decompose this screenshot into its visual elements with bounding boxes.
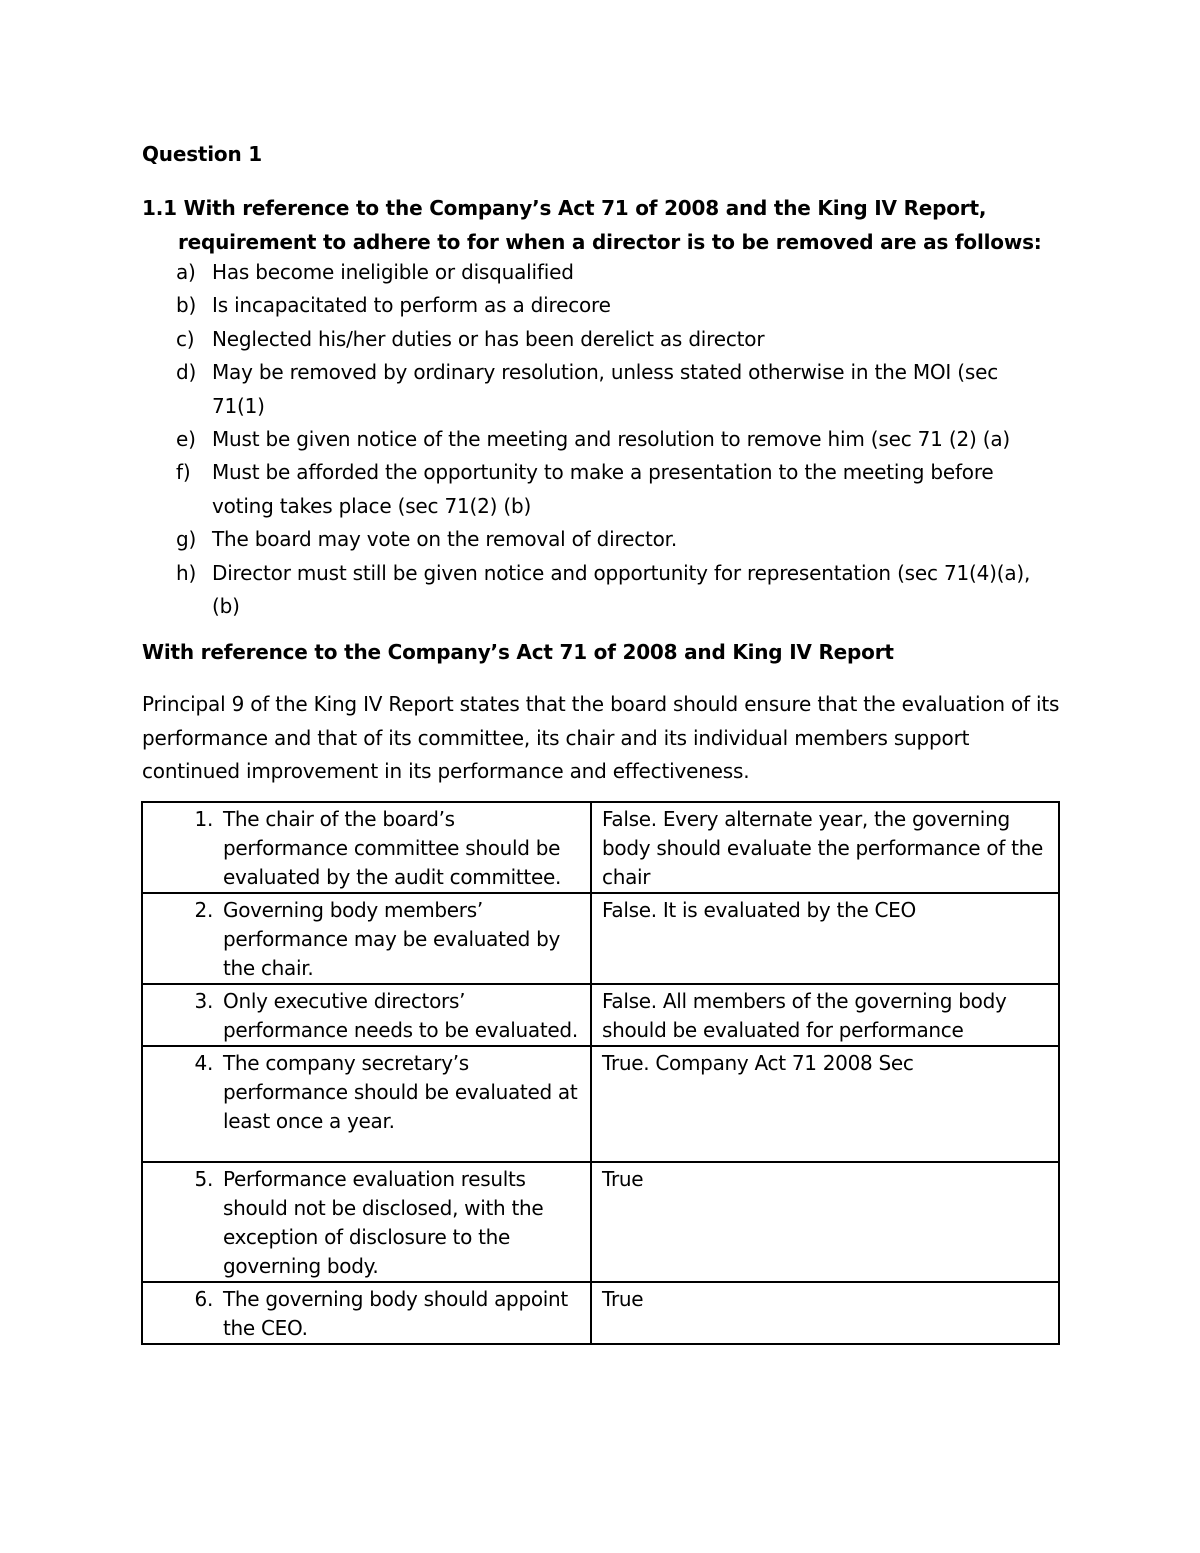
answer-cell: False. Every alternate year, the governing body should evaluate the performance of the chair [591,802,1059,893]
table-row [142,984,1059,1046]
list-item [176,356,1056,423]
list-marker: d) [176,360,197,385]
list-item [176,323,1056,356]
statement-text: The company secretary’s performance should be evaluated at least once a year. [223,1051,578,1133]
statement-cell [142,1046,591,1162]
question-1-1-line-2: requirement to adhere to for when a director is to be removed are as follows: [178,230,1042,254]
list-marker: e) [176,427,196,452]
list-item [176,423,1056,456]
question-1-1-heading [142,191,1062,259]
list-marker: a) [176,260,196,284]
statement-text: Performance evaluation results should not be disclosed, with the exception of disclosure to the governing body. [223,1167,544,1278]
statement-text: The chair of the board’s performance committee should be evaluated by the audit committee. [223,807,562,889]
list-item-text: Must be given notice of the meeting and resolution to remove him (sec 71 (2) (a) [212,427,1011,452]
statement-cell [142,984,591,1046]
section-heading: With reference to the Company’s Act 71 of 2008 and King IV Report [142,640,894,664]
answer-cell: False. It is evaluated by the CEO [591,893,1059,984]
table-row [142,893,1059,984]
statement-number: 4. [194,1051,213,1075]
table-row [142,802,1059,893]
list-item [176,256,1056,289]
list-item-text: Director must still be given notice and opportunity for representation (sec 71(4)(a),(b) [212,560,1031,619]
answer-cell: True [591,1162,1059,1282]
question-1-1-line-1: 1.1 With reference to the Company’s Act 71 of 2008 and the King IV Report, [142,196,987,220]
list-marker: g) [176,527,197,552]
list-item-text: May be removed by ordinary resolution, unless stated otherwise in the MOI (sec 71(1) [212,360,999,418]
statement-cell [142,1282,591,1344]
table-row [142,1162,1059,1282]
statement-number: 5. [194,1167,213,1191]
list-marker: h) [176,560,197,585]
list-marker: c) [176,326,195,351]
list-item-text: Has become ineligible or disqualified [212,260,574,284]
statement-number: 1. [194,807,213,831]
list-item-text: Is incapacitated to perform as a direcore [212,293,611,318]
statement-text: The governing body should appoint the CEO. [223,1287,568,1340]
statement-number: 6. [194,1287,213,1311]
statement-cell [142,802,591,893]
statement-cell [142,1162,591,1282]
statement-text: Governing body members’ performance may be evaluated by the chair. [223,898,561,980]
answer-cell: False. All members of the governing body should be evaluated for performance [591,984,1059,1046]
answer-cell: True [591,1282,1059,1344]
requirements-list [176,256,1056,623]
table-row [142,1046,1059,1162]
principle-paragraph: Principal 9 of the King IV Report states that the board should ensure that the evaluation of its performance and that of its committee, its chair and its individual members support continued improvement in its performance and effectiveness. [142,692,1060,783]
question-title: Question 1 [142,142,262,166]
statement-number: 2. [194,898,213,922]
list-item-text: Must be afforded the opportunity to make a presentation to the meeting before voting takes place (sec 71(2) (b) [212,460,994,518]
statement-text: Only executive directors’ performance needs to be evaluated. [223,989,578,1042]
list-item-text: The board may vote on the removal of director. [212,527,678,552]
answer-cell: True. Company Act 71 2008 Sec [591,1046,1059,1162]
list-marker: b) [176,293,197,318]
list-marker: f) [176,460,191,485]
list-item [176,557,1056,624]
list-item [176,289,1056,322]
table-row [142,1282,1059,1344]
list-item [176,456,1056,523]
list-item-text: Neglected his/her duties or has been derelict as director [212,326,765,351]
statement-cell [142,893,591,984]
true-false-table [141,801,1060,1345]
list-item [176,523,1056,556]
statement-number: 3. [194,989,213,1013]
